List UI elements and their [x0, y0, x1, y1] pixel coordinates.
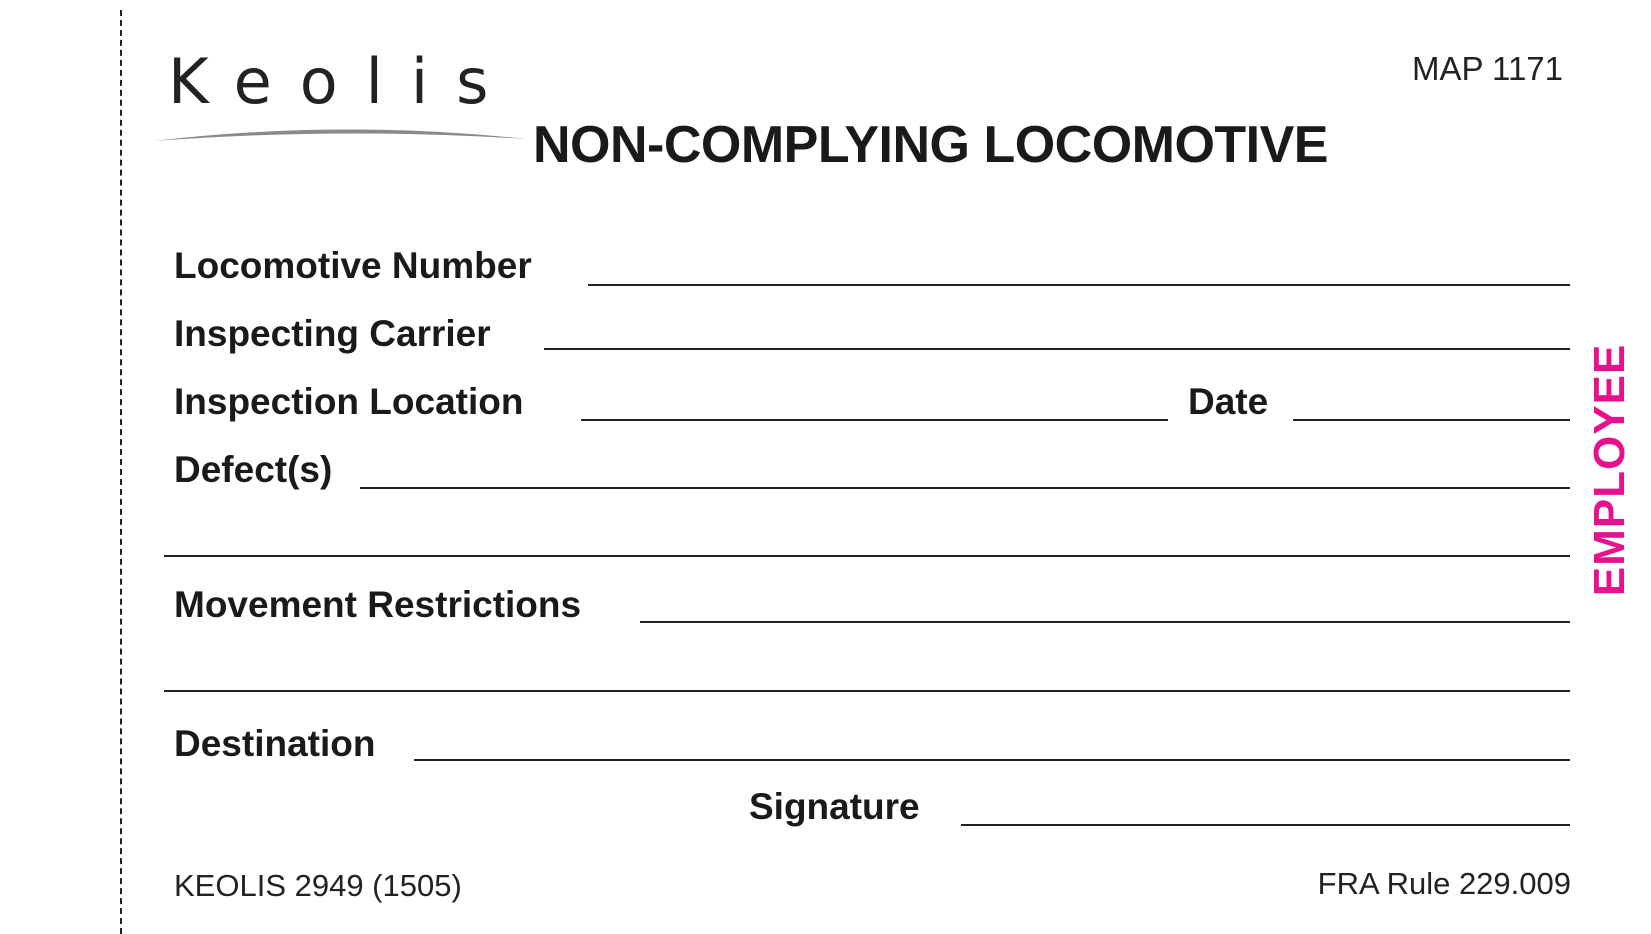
locomotive-number-label: Locomotive Number	[174, 245, 532, 286]
signature-label: Signature	[749, 786, 920, 827]
logo-swoosh-icon	[150, 123, 530, 143]
locomotive-number-field[interactable]	[588, 284, 1570, 286]
date-label: Date	[1188, 381, 1269, 422]
inspection-location-field[interactable]	[581, 419, 1168, 421]
inspecting-carrier-label: Inspecting Carrier	[174, 313, 491, 354]
movement-restrictions-label: Movement Restrictions	[174, 584, 582, 625]
destination-field[interactable]	[414, 759, 1570, 761]
date-field[interactable]	[1293, 419, 1570, 421]
logo-wordmark: Keolis	[168, 45, 517, 118]
form-code: MAP 1171	[1411, 50, 1563, 87]
movement-restrictions-field[interactable]	[640, 621, 1570, 623]
movement-restrictions-field-continuation[interactable]	[164, 690, 1570, 692]
form-number: KEOLIS 2949 (1505)	[174, 868, 462, 903]
inspection-location-label: Inspection Location	[174, 381, 524, 422]
employee-tab: EMPLOYEE	[1585, 343, 1634, 597]
page-title: NON-COMPLYING LOCOMOTIVE	[533, 116, 1328, 174]
defects-field[interactable]	[360, 487, 1570, 489]
destination-label: Destination	[174, 723, 376, 764]
perforation-line	[120, 10, 122, 934]
defects-label: Defect(s)	[174, 449, 333, 490]
fra-rule: FRA Rule 229.009	[1317, 866, 1571, 901]
inspecting-carrier-field[interactable]	[544, 348, 1570, 350]
keolis-logo	[150, 45, 530, 145]
defects-field-continuation[interactable]	[164, 555, 1570, 557]
signature-field[interactable]	[961, 824, 1570, 826]
